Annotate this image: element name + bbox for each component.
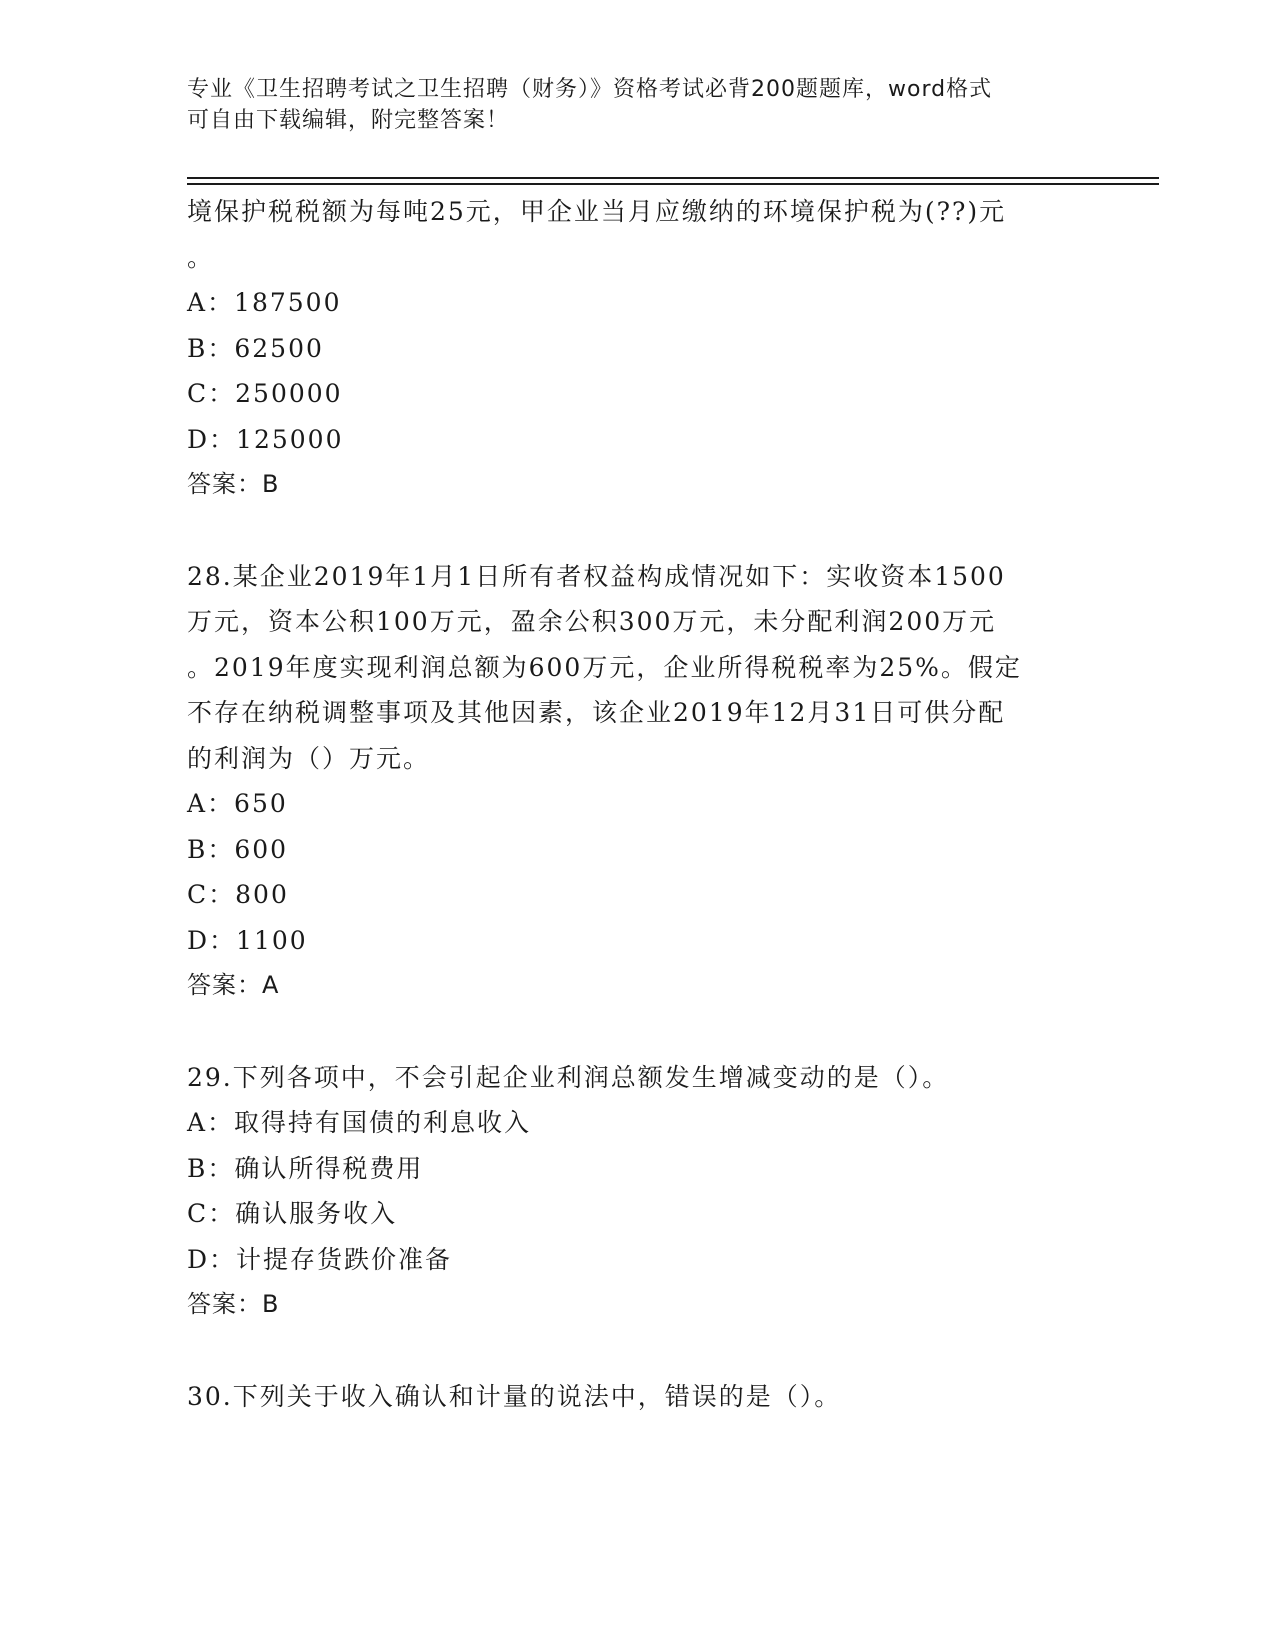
question-content [187, 189, 1087, 1419]
header-line-2: 可自由下载编辑，附完整答案！ [187, 108, 510, 133]
question-stem-line: 不存在纳税调整事项及其他因素，该企业2019年12月31日可供分配 [187, 698, 1006, 727]
question-28 [187, 554, 1087, 1009]
question-stem-line: 。2019年度实现利润总额为600万元，企业所得税税率为25%。假定 [187, 652, 1022, 682]
question-stem-line: 。 [187, 242, 215, 272]
option-a: A：187500 [187, 288, 342, 317]
option-b: B：确认所得税费用 [187, 1153, 424, 1183]
document-header [187, 74, 1067, 136]
option-c: C：250000 [187, 379, 343, 408]
question-stem-line: 的利润为（）万元。 [187, 743, 431, 773]
option-c: C：800 [187, 880, 289, 909]
option-d: D：125000 [187, 424, 344, 454]
option-a: A：取得持有国债的利息收入 [187, 1108, 532, 1137]
spacer [187, 1328, 1087, 1374]
option-b: B：600 [187, 834, 289, 864]
answer-label: 答案：A [187, 971, 280, 999]
question-stem-line: 30.下列关于收入确认和计量的说法中，错误的是（）。 [187, 1381, 842, 1411]
option-b: B：62500 [187, 333, 324, 363]
option-d: D：计提存货跌价准备 [187, 1244, 453, 1274]
question-27 [187, 189, 1087, 508]
answer-label: 答案：B [187, 1290, 280, 1318]
spacer [187, 1009, 1087, 1055]
option-c: C：确认服务收入 [187, 1199, 398, 1228]
question-stem-line: 28.某企业2019年1月1日所有者权益构成情况如下：实收资本1500 [187, 561, 1006, 591]
spacer [187, 508, 1087, 554]
option-d: D：1100 [187, 925, 308, 955]
option-a: A：650 [187, 789, 288, 818]
header-divider-top [187, 177, 1159, 179]
question-stem-line: 万元，资本公积100万元，盈余公积300万元，未分配利润200万元 [187, 607, 997, 636]
header-line-1: 专业《卫生招聘考试之卫生招聘（财务）》资格考试必背200题题库，word格式 [187, 77, 993, 102]
header-divider-bottom [187, 183, 1159, 185]
answer-label: 答案：B [187, 470, 280, 498]
question-stem-line: 境保护税税额为每吨25元，甲企业当月应缴纳的环境保护税为(??)元 [187, 197, 1007, 226]
question-30 [187, 1374, 1087, 1420]
question-29 [187, 1055, 1087, 1328]
question-stem-line: 29.下列各项中，不会引起企业利润总额发生增减变动的是（）。 [187, 1062, 950, 1092]
